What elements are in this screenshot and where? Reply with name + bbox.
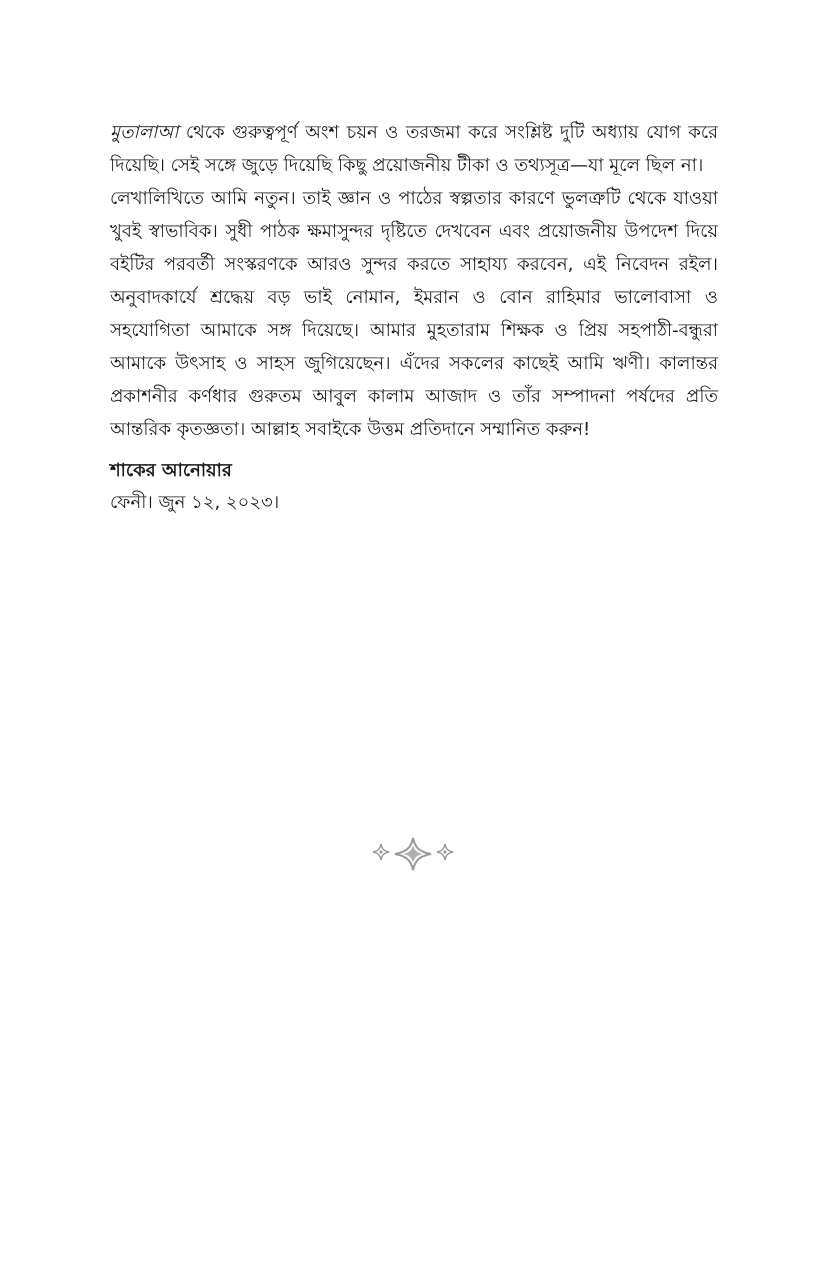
preface-text — [110, 116, 718, 518]
book-title-italic: মুতালাআ — [110, 122, 179, 143]
place-date: ফেনী। জুন ১২, ২০২৩। — [110, 492, 280, 513]
paragraph-1-text: থেকে গুরুত্বপূর্ণ অংশ চয়ন ও তরজমা করে সংশ্লিষ্ট দুটি অধ্যায় যোগ করে দিয়েছি। সেই সঙ্গে জুড়ে দিয়েছি কিছু প্রয়োজনীয় টীকা ও তথ্যসূত্র—যা মূলে ছিল না। — [110, 122, 718, 176]
author-name: শাকের আনোয়ার — [110, 460, 232, 481]
paragraph-2: লেখালিখিতে আমি নতুন। তাই জ্ঞান ও পাঠের স্বল্পতার কারণে ভুলত্রুটি থেকে যাওয়া খুবই স্বাভাবিক। সুধী পাঠক ক্ষমাসুন্দর দৃষ্টিতে দেখবেন এবং প্রয়োজনীয় উপদেশ দিয়ে বইটির পরবর্তী সংস্করণকে আরও সুন্দর করতে সাহায্য করবেন, এই নিবেদন রইল। অনুবাদকার্যে শ্রদ্ধেয় বড় ভাই নোমান, ইমরান ও বোন রাহিমার ভালোবাসা ও সহযোগিতা আমাকে সঙ্গ দিয়েছে। আমার মুহতারাম শিক্ষক ও প্রিয় সহপাঠী-বন্ধুরা আমাকে উৎসাহ ও সাহস জুগিয়েছেন। এঁদের সকলের কাছেই আমি ঋণী। কালান্তর প্রকাশনীর কর্ণধার গুরুতম আবুল কালাম আজাদ ও তাঁর সম্পাদনা পর্ষদের প্রতি আন্তরিক কৃতজ্ঞতা। আল্লাহ সবাইকে উত্তম প্রতিদানে সম্মানিত করুন! — [110, 188, 718, 440]
sparkle-divider-icon — [370, 836, 456, 872]
paragraph-1 — [110, 116, 718, 182]
